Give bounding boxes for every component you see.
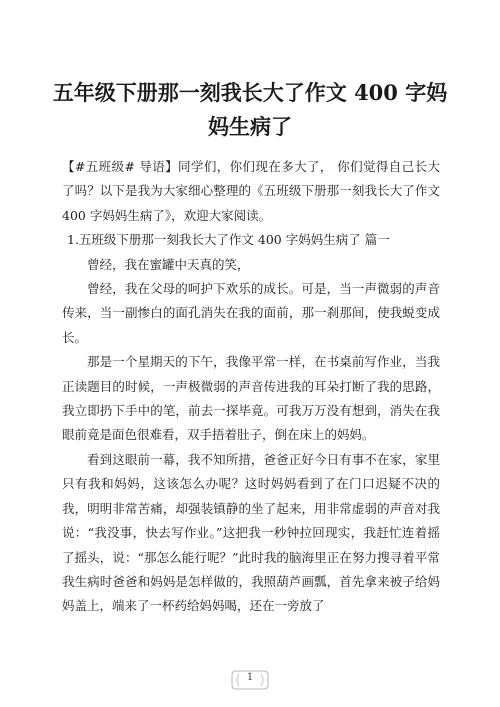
body-paragraph-3: 那是一个星期天的下午，我像平常一样，在书桌前写作业，当我正读题目的时候，一声极微弱的声音传进我的耳朵打断了我的思路，我立即扔下手中的笔，前去一探毕竟。可我万万没有想到，消失在我眼前竟是面色很难看，双手捂着肚子，倒在床上的妈妈。 (62, 354, 440, 443)
body-paragraph-2: 曾经，我在父母的呵护下欢乐的成长。可是，当一声微弱的声音传来，当一副惨白的面孔消失在我的面前，那一刹那间，使我蜕变成长。 (62, 281, 440, 345)
title-line-2: 妈生病了 (208, 114, 292, 139)
page-footer (230, 669, 270, 691)
document-title (40, 76, 460, 144)
title-line-1: 五年级下册那一刻我长大了作文 400 字妈 (52, 80, 448, 105)
section-heading: 1.五班级下册那一刻我长大了作文 400 字妈妈生病了 篇一 (67, 232, 390, 248)
page-number: 1 (246, 672, 254, 683)
body-paragraph-4: 看到这眼前一幕，我不知所措，爸爸正好今日有事不在家，家里只有我和妈妈，这该怎么办呢？这时妈妈看到了在门口迟疑不决的我，明明非常苦痛，却强装镇静的坐了起来，用非常虚弱的声音对我说：“我没事，快去写作业。”这把我一秒钟拉回现实，我赶忙连着摇了摇头，说：“那怎么能行呢？”此时我的脑海里正在努力搜寻着平常我生病时爸爸和妈妈是怎样做的，我照葫芦画瓢，首先拿来被子给妈妈盖上，端来了一杯药给妈妈喝，还在一旁放了 (62, 451, 440, 614)
body-paragraph-1: 曾经，我在蜜罐中天真的笑， (87, 256, 250, 272)
document-body (62, 155, 440, 619)
intro-paragraph: 【#五班级# 导语】同学们，你们现在多大了， 你们觉得自己长大了吗？以下是我为大家细心整理的《五班级下册那一刻我长大了作文 400 字妈妈生病了》，欢迎大家阅读。 (62, 159, 440, 223)
